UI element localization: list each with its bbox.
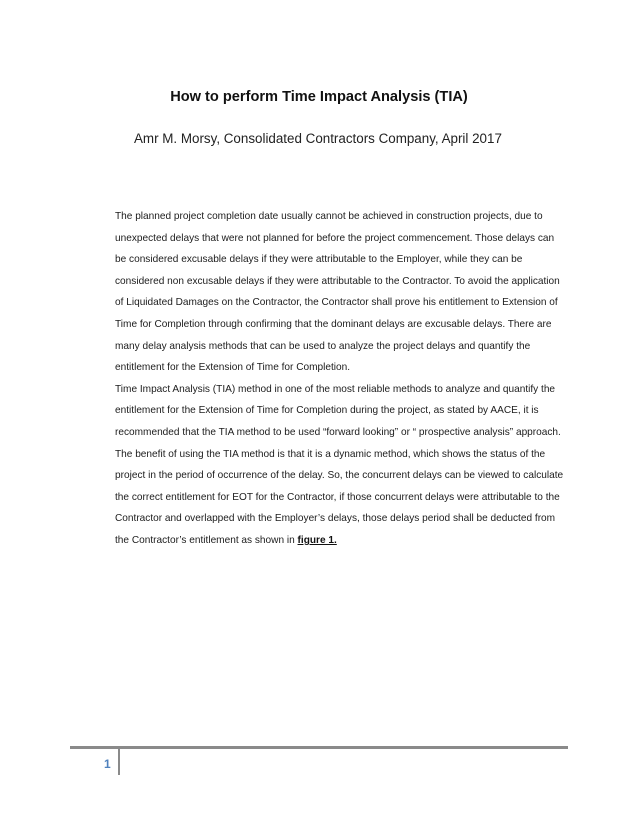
document-title: How to perform Time Impact Analysis (TIA) xyxy=(170,89,468,105)
document-byline: Amr M. Morsy, Consolidated Contractors Company, April 2017 xyxy=(134,131,502,146)
paragraph-tia-method: Time Impact Analysis (TIA) method in one of the most reliable methods to analyze and quantify the entitlement for the Extension of Time for Completion during the project, as stated by AACE, it is recommended that the TIA method to be used “forward looking” or “ prospective analysis” approach. xyxy=(115,383,561,438)
document-body xyxy=(115,206,567,552)
figure-1-link[interactable]: figure 1. xyxy=(297,534,337,546)
paragraph-intro: The planned project completion date usually cannot be achieved in construction projects, due to unexpected delays that were not planned for before the project commencement. Those delays can be considered excusable delays if they were attributable to the Employer, while they can be considered non excusable delays if they were attributable to the Contractor. To avoid the application of Liquidated Damages on the Contractor, the Contractor shall prove his entitlement to Extension of Time for Completion through confirming that the dominant delays are excusable delays. There are many delay analysis methods that can be used to analyze the project delays and quantify the entitlement for the Extension of Time for Completion. xyxy=(115,211,560,374)
footer-divider xyxy=(118,749,120,775)
paragraph-tia-benefit-text: The benefit of using the TIA method is that it is a dynamic method, which shows the status of the project in the period of occurrence of the delay. So, the concurrent delays can be viewed to calculate the correct entitlement for EOT for the Contractor, if those concurrent delays were attributable to the Contractor and overlapped with the Employer’s delays, those delays period shall be deducted from the Contractor’s entitlement as shown in xyxy=(115,448,564,546)
page-number: 1 xyxy=(104,757,111,771)
paragraph-tia-benefit xyxy=(115,444,567,552)
footer-rule xyxy=(70,746,568,749)
